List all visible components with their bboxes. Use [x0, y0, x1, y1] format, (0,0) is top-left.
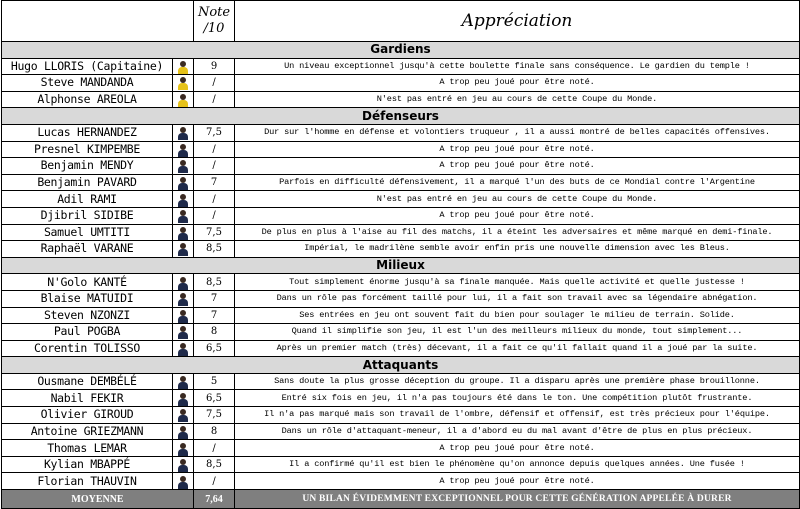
player-note: 6,5 [194, 340, 235, 357]
section-row [2, 357, 800, 374]
player-comment: Un niveau exceptionnel jusqu'à cette boulette finale sans conséquence. Le gardien du temple ! [235, 58, 800, 75]
player-name: Florian THAUVIN [2, 473, 173, 490]
header-blank [2, 1, 194, 42]
player-row [2, 207, 800, 224]
player-avatar-icon [177, 293, 189, 306]
player-row [2, 373, 800, 390]
player-name: Samuel UMTITI [2, 224, 173, 241]
player-avatar-icon [177, 194, 189, 207]
player-avatar-icon [177, 77, 189, 90]
player-avatar-icon [177, 127, 189, 140]
player-avatar-icon [177, 376, 189, 389]
player-row [2, 390, 800, 407]
player-row [2, 274, 800, 291]
player-photo [173, 241, 194, 258]
player-comment: Après un premier match (très) décevant, il a fait ce qu'il fallait quand il a joué par la suite. [235, 340, 800, 357]
player-row [2, 224, 800, 241]
player-name: Steve MANDANDA [2, 75, 173, 92]
player-note: / [194, 141, 235, 158]
player-avatar-icon [177, 443, 189, 456]
section-title: Gardiens [2, 42, 800, 59]
player-photo [173, 440, 194, 457]
player-comment: Impérial, le madrilène semble avoir enfin pris une nouvelle dimension avec les Bleus. [235, 241, 800, 258]
player-photo [173, 423, 194, 440]
player-photo [173, 373, 194, 390]
player-avatar-icon [177, 61, 189, 74]
player-row [2, 124, 800, 141]
player-avatar-icon [177, 243, 189, 256]
player-note: 7 [194, 307, 235, 324]
header-row [2, 1, 800, 42]
player-note: 7 [194, 290, 235, 307]
player-comment: A trop peu joué pour être noté. [235, 158, 800, 175]
player-photo [173, 191, 194, 208]
player-photo [173, 141, 194, 158]
player-avatar-icon [177, 459, 189, 472]
player-photo [173, 340, 194, 357]
player-comment: Quand il simplifie son jeu, il est l'un des meilleurs milieux du monde, tout simplement... [235, 324, 800, 341]
player-row [2, 158, 800, 175]
player-note: / [194, 207, 235, 224]
player-row [2, 456, 800, 473]
player-note: 6,5 [194, 390, 235, 407]
player-photo [173, 290, 194, 307]
player-name: Lucas HERNANDEZ [2, 124, 173, 141]
player-comment: De plus en plus à l'aise au fil des matchs, il a éteint les adversaires et même marqué en demi-finale. [235, 224, 800, 241]
player-photo [173, 158, 194, 175]
player-avatar-icon [177, 326, 189, 339]
player-note: 7 [194, 174, 235, 191]
player-comment: A trop peu joué pour être noté. [235, 473, 800, 490]
note-header-line1: Note [197, 5, 231, 20]
player-note: 7,5 [194, 224, 235, 241]
player-avatar-icon [177, 94, 189, 107]
player-row [2, 91, 800, 108]
player-row [2, 473, 800, 490]
player-note: 7,5 [194, 407, 235, 424]
player-name: Djibril SIDIBE [2, 207, 173, 224]
note-header-line2: /10 [203, 21, 225, 36]
player-name: Antoine GRIEZMANN [2, 423, 173, 440]
player-note: 9 [194, 58, 235, 75]
player-row [2, 440, 800, 457]
player-name: Olivier GIROUD [2, 407, 173, 424]
section-title: Défenseurs [2, 108, 800, 125]
player-comment: Il n'a pas marqué mais son travail de l'ombre, défensif et offensif, est très précieux pour l'équipe. [235, 407, 800, 424]
player-comment: A trop peu joué pour être noté. [235, 141, 800, 158]
player-name: Thomas LEMAR [2, 440, 173, 457]
player-name: Nabil FEKIR [2, 390, 173, 407]
section-title: Milieux [2, 257, 800, 274]
player-row [2, 191, 800, 208]
player-photo [173, 274, 194, 291]
player-comment: A trop peu joué pour être noté. [235, 207, 800, 224]
player-note: 8,5 [194, 241, 235, 258]
average-label: MOYENNE [2, 490, 194, 509]
player-avatar-icon [177, 310, 189, 323]
section-row [2, 257, 800, 274]
section-row [2, 42, 800, 59]
player-comment: Parfois en difficulté défensivement, il a marqué l'un des buts de ce Mondial contre l'Argentine [235, 174, 800, 191]
player-name: Alphonse AREOLA [2, 91, 173, 108]
player-comment: Dans un rôle pas forcément taillé pour lui, il a fait son travail avec sa légendaire abnégation. [235, 290, 800, 307]
ratings-table [1, 0, 800, 509]
player-photo [173, 390, 194, 407]
player-note: / [194, 191, 235, 208]
player-name: Benjamin PAVARD [2, 174, 173, 191]
player-photo [173, 407, 194, 424]
player-comment: Tout simplement énorme jusqu'à sa finale manquée. Mais quelle activité et quelle justesse ! [235, 274, 800, 291]
player-photo [173, 91, 194, 108]
player-row [2, 58, 800, 75]
player-note: / [194, 91, 235, 108]
player-name: Blaise MATUIDI [2, 290, 173, 307]
player-photo [173, 324, 194, 341]
player-avatar-icon [177, 277, 189, 290]
player-name: Benjamin MENDY [2, 158, 173, 175]
player-name: Paul POGBA [2, 324, 173, 341]
average-comment: UN BILAN ÉVIDEMMENT EXCEPTIONNEL POUR CETTE GÉNÉRATION APPELÉE À DURER [235, 490, 800, 509]
player-comment: N'est pas entré en jeu au cours de cette Coupe du Monde. [235, 91, 800, 108]
player-name: Ousmane DEMBÉLÉ [2, 373, 173, 390]
note-header [194, 1, 235, 42]
player-comment: Entré six fois en jeu, il n'a pas toujours été dans le ton. Une compétition plutôt frustrante. [235, 390, 800, 407]
player-avatar-icon [177, 144, 189, 157]
player-photo [173, 58, 194, 75]
player-row [2, 407, 800, 424]
player-comment: Sans doute la plus grosse déception du groupe. Il a disparu après une première phase brouillonne. [235, 373, 800, 390]
player-comment: N'est pas entré en jeu au cours de cette Coupe du Monde. [235, 191, 800, 208]
player-row [2, 141, 800, 158]
player-name: Steven NZONZI [2, 307, 173, 324]
player-photo [173, 207, 194, 224]
player-avatar-icon [177, 160, 189, 173]
player-comment: Dans un rôle d'attaquant-meneur, il a d'abord eu du mal avant d'être de plus en plus précieux. [235, 423, 800, 440]
section-title: Attaquants [2, 357, 800, 374]
appreciation-header: Appréciation [235, 1, 800, 42]
player-row [2, 423, 800, 440]
player-note: 8 [194, 324, 235, 341]
player-photo [173, 456, 194, 473]
player-note: / [194, 440, 235, 457]
player-photo [173, 124, 194, 141]
player-note: 8,5 [194, 456, 235, 473]
player-name: Kylian MBAPPÉ [2, 456, 173, 473]
player-note: / [194, 75, 235, 92]
player-photo [173, 174, 194, 191]
player-note: 8,5 [194, 274, 235, 291]
player-name: Hugo LLORIS (Capitaine) [2, 58, 173, 75]
player-name: N'Golo KANTÉ [2, 274, 173, 291]
player-avatar-icon [177, 343, 189, 356]
player-photo [173, 473, 194, 490]
player-avatar-icon [177, 227, 189, 240]
player-avatar-icon [177, 393, 189, 406]
average-row [2, 490, 800, 509]
player-row [2, 241, 800, 258]
player-avatar-icon [177, 177, 189, 190]
player-note: / [194, 473, 235, 490]
player-row [2, 340, 800, 357]
player-note: 5 [194, 373, 235, 390]
player-avatar-icon [177, 210, 189, 223]
player-name: Presnel KIMPEMBE [2, 141, 173, 158]
player-photo [173, 224, 194, 241]
player-avatar-icon [177, 426, 189, 439]
player-photo [173, 75, 194, 92]
average-note: 7,64 [194, 490, 235, 509]
player-row [2, 324, 800, 341]
player-note: / [194, 158, 235, 175]
player-comment: Ses entrées en jeu ont souvent fait du bien pour soulager le milieu de terrain. Solide. [235, 307, 800, 324]
player-comment: Il a confirmé qu'il est bien le phénomène qu'on annonce depuis quelques années. Une fusée ! [235, 456, 800, 473]
player-comment: A trop peu joué pour être noté. [235, 440, 800, 457]
player-row [2, 307, 800, 324]
player-note: 8 [194, 423, 235, 440]
player-row [2, 174, 800, 191]
section-row [2, 108, 800, 125]
player-comment: A trop peu joué pour être noté. [235, 75, 800, 92]
player-note: 7,5 [194, 124, 235, 141]
player-name: Adil RAMI [2, 191, 173, 208]
player-comment: Dur sur l'homme en défense et volontiers truqueur , il a aussi montré de belles capacités offensives. [235, 124, 800, 141]
player-photo [173, 307, 194, 324]
player-row [2, 290, 800, 307]
player-name: Raphaël VARANE [2, 241, 173, 258]
player-avatar-icon [177, 409, 189, 422]
player-name: Corentin TOLISSO [2, 340, 173, 357]
player-row [2, 75, 800, 92]
player-avatar-icon [177, 476, 189, 489]
